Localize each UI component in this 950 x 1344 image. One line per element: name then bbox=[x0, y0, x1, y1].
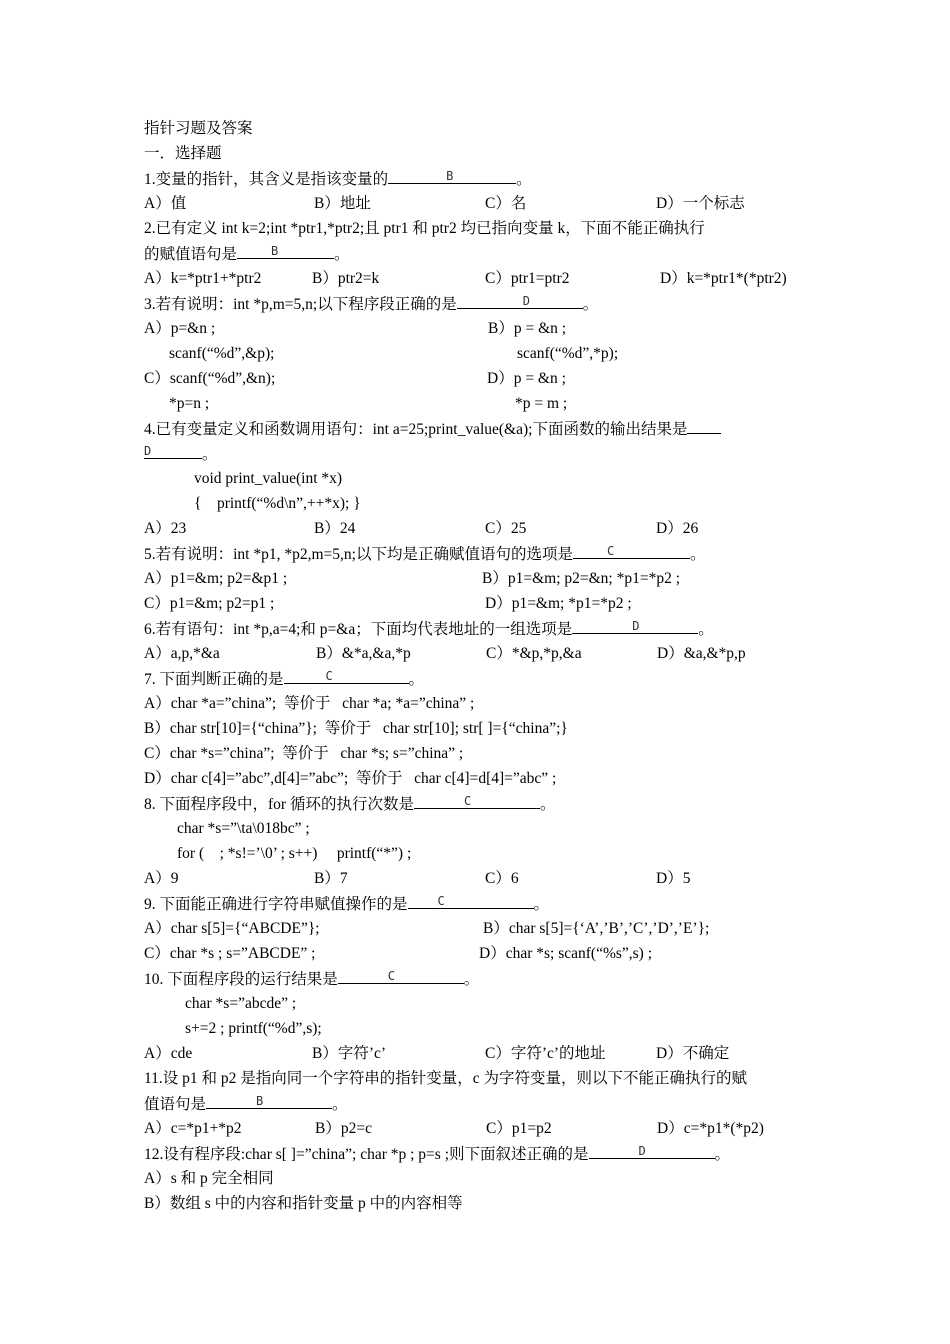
question-5-stem bbox=[144, 541, 705, 566]
option-c: C）ptr1=ptr2 bbox=[485, 270, 570, 287]
answer-text: C bbox=[437, 894, 445, 908]
q11-stem-end: 。 bbox=[332, 1096, 348, 1113]
option-a: A）s 和 p 完全相同 bbox=[144, 1170, 274, 1187]
answer-blank bbox=[237, 241, 334, 259]
option-d: D）k=*ptr1*(*ptr2) bbox=[660, 270, 787, 287]
q3-stem-text: 3.若有说明：int *p,m=5,n;以下程序段正确的是 bbox=[144, 296, 457, 313]
option-b: B）p1=&m; p2=&n; *p1=*p2 ; bbox=[482, 570, 681, 587]
answer-blank bbox=[457, 291, 583, 309]
option-b: B）char str[10]={“china”}; 等价于 char str[10]; str[ ]={“china”;} bbox=[144, 720, 568, 737]
q7-stem-text: 7. 下面判断正确的是 bbox=[144, 671, 284, 688]
option-a: A）p=&n ; bbox=[144, 320, 216, 337]
option-c: C）scanf(“%d”,&n); bbox=[144, 370, 276, 387]
option-a: A）cde bbox=[144, 1045, 193, 1062]
answer-blank bbox=[414, 791, 540, 809]
option-b: B）ptr2=k bbox=[312, 270, 380, 287]
option-a: A）值 bbox=[144, 195, 187, 212]
q8-stem-text: 8. 下面程序段中，for 循环的执行次数是 bbox=[144, 796, 414, 813]
answer-text: B bbox=[446, 169, 454, 183]
option-c: C）p1=&m; p2=p1 ; bbox=[144, 595, 275, 612]
option-b: B）字符’c’ bbox=[312, 1045, 387, 1062]
answer-text: C bbox=[606, 544, 615, 558]
q10-stem-text: 10. 下面程序段的运行结果是 bbox=[144, 971, 338, 988]
q12-stem-text: 12.设有程序段:char s[ ]=”china”; char *p ; p=s ;则下面叙述正确的是 bbox=[144, 1146, 589, 1163]
doc-title: 指针习题及答案 bbox=[144, 120, 253, 137]
option-d: D）5 bbox=[656, 870, 691, 887]
option-d: D）26 bbox=[656, 520, 699, 537]
q1-stem-end: 。 bbox=[516, 171, 532, 188]
q5-stem-end: 。 bbox=[689, 546, 706, 563]
code-line: char *s=”\ta\018bc” ; bbox=[177, 820, 310, 837]
option-a: A）char s[5]={“ABCDE”}; bbox=[144, 920, 320, 937]
answer-blank-start bbox=[687, 416, 721, 434]
answer-blank bbox=[572, 616, 698, 634]
answer-text: D bbox=[632, 619, 640, 633]
option-d: D）char *s; scanf(“%s”,s) ; bbox=[479, 945, 653, 962]
option-a: A）9 bbox=[144, 870, 179, 887]
q6-stem-end: 。 bbox=[698, 621, 714, 638]
option-b: B）p2=c bbox=[315, 1120, 372, 1137]
q7-stem-end: 。 bbox=[408, 671, 425, 688]
question-11-stem-cont bbox=[144, 1091, 348, 1116]
question-9-stem bbox=[144, 891, 549, 916]
question-7-stem bbox=[144, 666, 424, 691]
answer-text: C bbox=[387, 969, 395, 983]
question-11-stem: 11.设 p1 和 p2 是指向同一个字符串的指针变量，c 为字符变量，则以下不能正确执行的赋 bbox=[144, 1070, 748, 1087]
option-a: A）23 bbox=[144, 520, 187, 537]
option-d: D）c=*p1*(*p2) bbox=[657, 1120, 764, 1137]
option-a: A）a,p,*&a bbox=[144, 645, 220, 662]
code-line: char *s=”abcde” ; bbox=[185, 995, 297, 1012]
option-c-code: *p=n ; bbox=[169, 395, 210, 412]
q3-stem-end: 。 bbox=[582, 296, 599, 313]
q10-stem-end: 。 bbox=[463, 971, 480, 988]
q9-stem-end: 。 bbox=[533, 896, 550, 913]
question-2-stem-cont bbox=[144, 241, 350, 266]
question-4-stem bbox=[144, 416, 721, 441]
q6-stem-text: 6.若有语句：int *p,a=4;和 p=&a；下面均代表地址的一组选项是 bbox=[144, 621, 573, 638]
q4-stem-end: 。 bbox=[202, 446, 218, 463]
code-line: s+=2 ; printf(“%d”,s); bbox=[185, 1020, 322, 1037]
answer-blank bbox=[338, 966, 464, 984]
q11-stem-text: 值语句是 bbox=[144, 1096, 207, 1113]
option-d: D）一个标志 bbox=[656, 195, 745, 212]
option-d: D）char c[4]=”abc”,d[4]=”abc”; 等价于 char c[4]=d[4]=”abc” ; bbox=[144, 770, 557, 787]
q12-stem-end: 。 bbox=[714, 1146, 731, 1163]
option-c: C）25 bbox=[485, 520, 527, 537]
option-a: A）p1=&m; p2=&p1 ; bbox=[144, 570, 288, 587]
answer-blank bbox=[206, 1091, 332, 1109]
option-d: D）&a,&*p,p bbox=[657, 645, 746, 662]
question-6-stem bbox=[144, 616, 714, 641]
q1-stem-text: 1.变量的指针，其含义是指该变量的 bbox=[144, 171, 389, 188]
option-c: C）*&p,*p,&a bbox=[486, 645, 582, 662]
option-b: B）数组 s 中的内容和指针变量 p 中的内容相等 bbox=[144, 1195, 463, 1212]
question-2-stem: 2.已有定义 int k=2;int *ptr1,*ptr2;且 ptr1 和 ptr2 均已指向变量 k，下面不能正确执行 bbox=[144, 220, 705, 237]
option-a: A）char *a=”china”; 等价于 char *a; *a=”china” ; bbox=[144, 695, 475, 712]
answer-blank bbox=[144, 441, 202, 459]
option-a: A）k=*ptr1+*ptr2 bbox=[144, 270, 262, 287]
option-c: C）名 bbox=[485, 195, 527, 212]
q8-stem-end: 。 bbox=[539, 796, 556, 813]
answer-text: C bbox=[463, 794, 472, 808]
question-4-stem-cont bbox=[144, 441, 218, 466]
q2-stem-end: 。 bbox=[334, 246, 350, 263]
answer-blank bbox=[284, 666, 409, 684]
code-line: for ( ; *s!=’\0’ ; s++) printf(“*”) ; bbox=[177, 845, 412, 862]
option-d: D）不确定 bbox=[656, 1045, 730, 1062]
option-a-code: scanf(“%d”,&p); bbox=[169, 345, 275, 362]
answer-blank bbox=[573, 541, 690, 559]
option-c: C）字符’c’的地址 bbox=[485, 1045, 606, 1062]
option-d-code: *p = m ; bbox=[515, 395, 568, 412]
answer-text: B bbox=[256, 1094, 264, 1108]
answer-text: D bbox=[638, 1144, 646, 1158]
question-12-stem bbox=[144, 1141, 730, 1166]
option-d: D）p1=&m; *p1=*p2 ; bbox=[485, 595, 632, 612]
answer-text: D bbox=[144, 444, 152, 458]
option-d: D）p = &n ; bbox=[487, 370, 566, 387]
option-b-code: scanf(“%d”,*p); bbox=[517, 345, 619, 362]
question-1-stem bbox=[144, 166, 532, 191]
code-line: void print_value(int *x) bbox=[194, 470, 343, 487]
answer-text: D bbox=[522, 294, 530, 308]
answer-blank bbox=[388, 166, 516, 184]
question-10-stem bbox=[144, 966, 479, 991]
q2-stem-text: 的赋值语句是 bbox=[144, 246, 238, 263]
q5-stem-text: 5.若有说明：int *p1, *p2,m=5,n;以下均是正确赋值语句的选项是 bbox=[144, 546, 573, 563]
option-b: B）7 bbox=[314, 870, 348, 887]
answer-blank bbox=[408, 891, 534, 909]
option-b: B）24 bbox=[314, 520, 356, 537]
code-line: { printf(“%d\n”,++*x); } bbox=[194, 495, 361, 512]
option-b: B）char s[5]={‘A’,’B’,’C’,’D’,’E’}; bbox=[483, 920, 710, 937]
option-b: B）p = &n ; bbox=[488, 320, 567, 337]
answer-text: B bbox=[271, 244, 279, 258]
option-c: C）char *s=”china”; 等价于 char *s; s=”china” ; bbox=[144, 745, 464, 762]
option-b: B）地址 bbox=[314, 195, 371, 212]
option-b: B）&*a,&a,*p bbox=[316, 645, 411, 662]
answer-text: C bbox=[325, 669, 333, 683]
option-c: C）p1=p2 bbox=[486, 1120, 552, 1137]
q4-stem-text: 4.已有变量定义和函数调用语句：int a=25;print_value(&a);下面函数的输出结果是 bbox=[144, 421, 688, 438]
option-a: A）c=*p1+*p2 bbox=[144, 1120, 242, 1137]
section-heading: 一．选择题 bbox=[144, 145, 222, 162]
q9-stem-text: 9. 下面能正确进行字符串赋值操作的是 bbox=[144, 896, 408, 913]
option-c: C）char *s ; s=”ABCDE” ; bbox=[144, 945, 316, 962]
answer-blank bbox=[589, 1141, 715, 1159]
question-3-stem bbox=[144, 291, 598, 316]
question-8-stem bbox=[144, 791, 555, 816]
option-c: C）6 bbox=[485, 870, 519, 887]
